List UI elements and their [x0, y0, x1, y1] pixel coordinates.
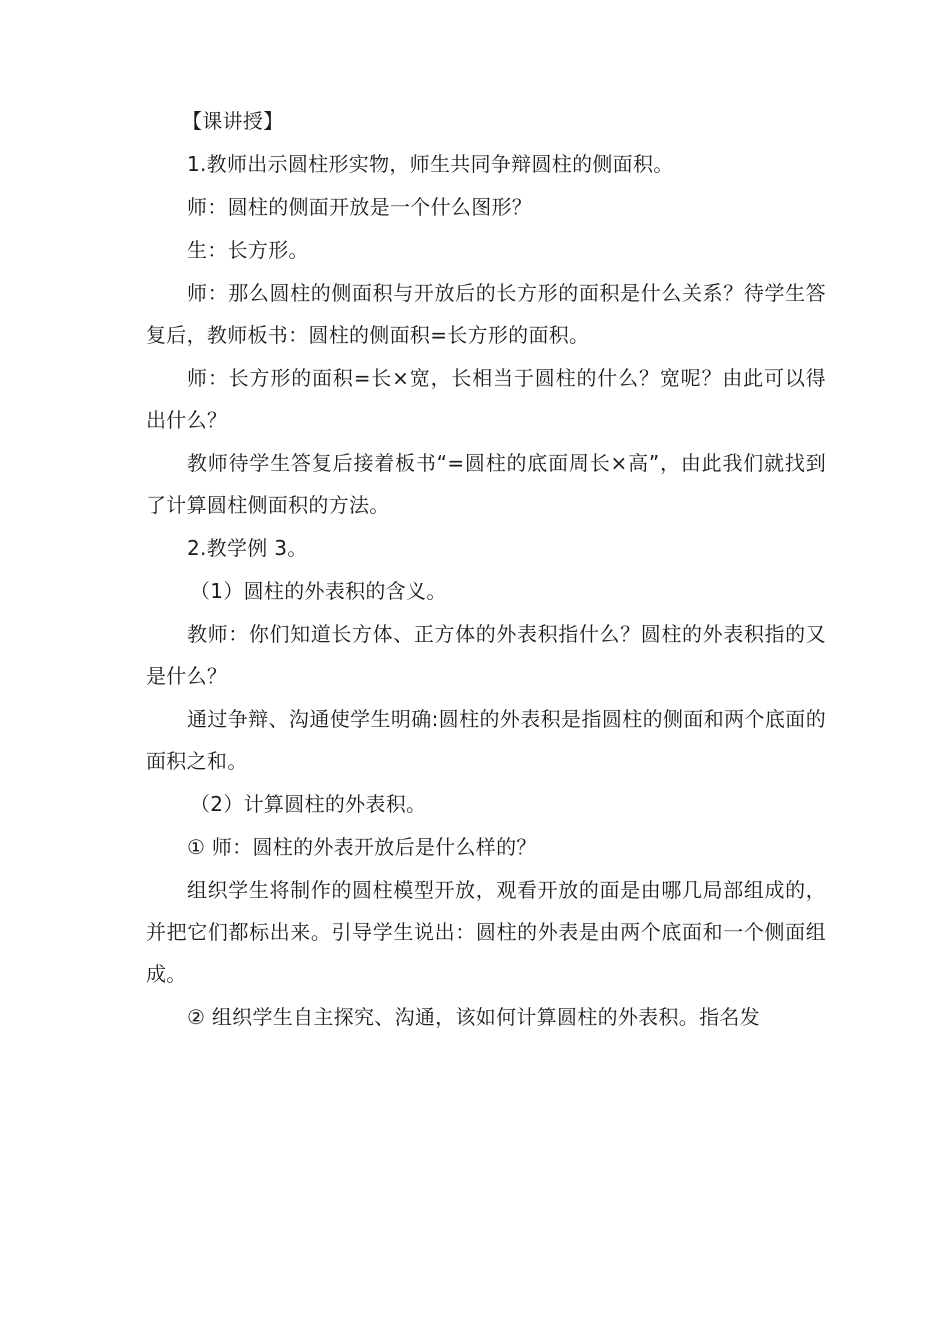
paragraph-6: 教师待学生答复后接着板书“=圆柱的底面周长×高”，由此我们就找到了计算圆柱侧面积的方法。 — [146, 451, 826, 517]
paragraph-8: （1）圆柱的外表积的含义。 — [190, 579, 447, 603]
paragraph-14: ② 组织学生自主探究、沟通，该如何计算圆柱的外表积。指名发 — [187, 1005, 760, 1029]
paragraph-7: 2.教学例 3。 — [187, 536, 308, 560]
paragraph-2: 师：圆柱的侧面开放是一个什么图形？ — [187, 195, 533, 219]
paragraph-4: 师：那么圆柱的侧面积与开放后的长方形的面积是什么关系？待学生答复后，教师板书：圆柱的侧面积=长方形的面积。 — [146, 281, 826, 347]
paragraph-1: 1.教师出示圆柱形实物，师生共同争辩圆柱的侧面积。 — [187, 152, 674, 176]
paragraph-13: 组织学生将制作的圆柱模型开放，观看开放的面是由哪几局部组成的，并把它们都标出来。引导学生说出：圆柱的外表是由两个底面和一个侧面组成。 — [146, 878, 826, 986]
paragraph-12: ① 师：圆柱的外表开放后是什么样的？ — [187, 835, 537, 859]
paragraph-9: 教师：你们知道长方体、正方体的外表积指什么？圆柱的外表积指的又是什么？ — [146, 622, 826, 688]
paragraph-11: （2）计算圆柱的外表积。 — [190, 792, 427, 816]
section-heading: 【课讲授】 — [182, 109, 284, 133]
paragraph-10: 通过争辩、沟通使学生明确:圆柱的外表积是指圆柱的侧面和两个底面的面积之和。 — [146, 707, 826, 773]
paragraph-5: 师：长方形的面积=长×宽，长相当于圆柱的什么？宽呢？由此可以得出什么？ — [146, 366, 826, 432]
document-body — [146, 100, 826, 1039]
paragraph-3: 生：长方形。 — [187, 238, 309, 262]
